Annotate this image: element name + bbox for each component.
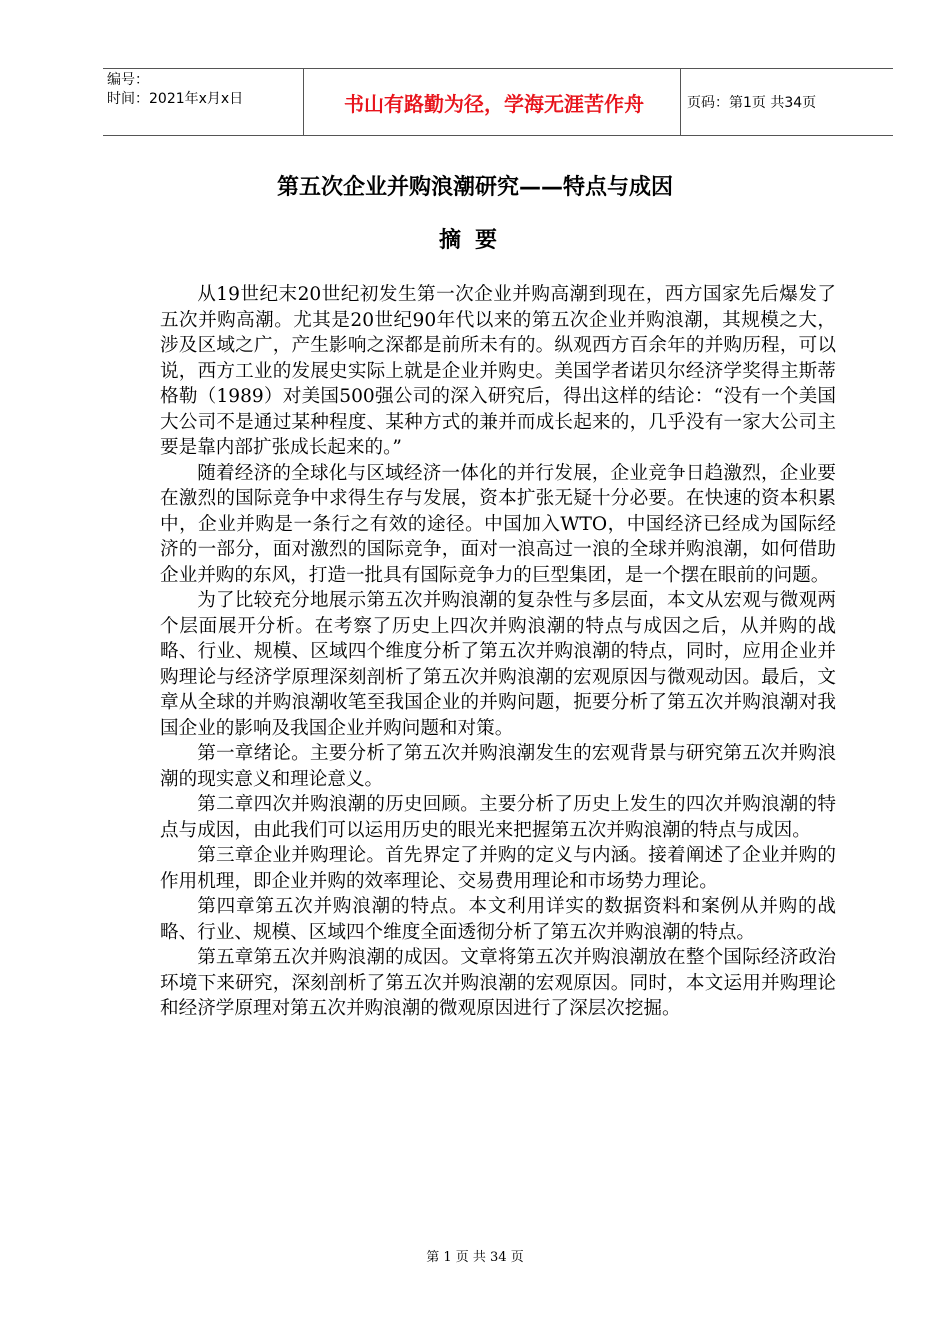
abstract-body — [160, 282, 836, 1022]
paragraph: 为了比较充分地展示第五次并购浪潮的复杂性与多层面，本文从宏观与微观两个层面展开分析。在考察了历史上四次并购浪潮的特点与成因之后，从并购的战略、行业、规模、区域四个维度分析了第五次并购浪潮的特点，同时，应用企业并购理论与经济学原理深刻剖析了第五次并购浪潮的宏观原因与微观动因。最后，文章从全球的并购浪潮收笔至我国企业的并购问题，扼要分析了第五次并购浪潮对我国企业的影响及我国企业并购问题和对策。 — [160, 590, 836, 739]
paragraph: 第四章第五次并购浪潮的特点。本文利用详实的数据资料和案例从并购的战略、行业、规模、区域四个维度全面透彻分析了第五次并购浪潮的特点。 — [160, 896, 836, 943]
paragraph: 随着经济的全球化与区域经济一体化的并行发展，企业竞争日趋激烈，企业要在激烈的国际竞争中求得生存与发展，资本扩张无疑十分必要。在快速的资本积累中，企业并购是一条行之有效的途径。中国加入WTO，中国经济已经成为国际经济的一部分，面对激烈的国际竞争，面对一浪高过一浪的全球并购浪潮，如何借助企业并购的东风，打造一批具有国际竞争力的巨型集团，是一个摆在眼前的问题。 — [160, 462, 836, 586]
header-divider — [303, 69, 304, 135]
paragraph: 从19世纪末20世纪初发生第一次企业并购高潮到现在，西方国家先后爆发了五次并购高潮。尤其是20世纪90年代以来的第五次企业并购浪潮，其规模之大，涉及区域之广，产生影响之深都是前所未有的。纵观西方百余年的并购历程，可以说，西方工业的发展史实际上就是企业并购史。美国学者诺贝尔经济学奖得主斯蒂格勒（1989）对美国500强公司的深入研究后，得出这样的结论：“没有一个美国大公司不是通过某种程度、某种方式的兼并而成长起来的，几乎没有一家大公司主要是靠内部扩张成长起来的。” — [160, 284, 836, 458]
header-page-info: 页码：第1页 共34页 — [687, 95, 817, 111]
time-label: 时间：2021年x月x日 — [107, 91, 244, 107]
paragraph: 第二章四次并购浪潮的历史回顾。主要分析了历史上发生的四次并购浪潮的特点与成因，由此我们可以运用历史的眼光来把握第五次并购浪潮的特点与成因。 — [160, 794, 836, 841]
paragraph: 第五章第五次并购浪潮的成因。文章将第五次并购浪潮放在整个国际经济政治环境下来研究，深刻剖析了第五次并购浪潮的宏观原因。同时，本文运用并购理论和经济学原理对第五次并购浪潮的微观原因进行了深层次挖掘。 — [160, 947, 836, 1019]
paragraph: 第三章企业并购理论。首先界定了并购的定义与内涵。接着阐述了企业并购的作用机理，即企业并购的效率理论、交易费用理论和市场势力理论。 — [160, 845, 836, 892]
header-motto: 书山有路勤为径，学海无涯苦作舟 — [344, 91, 644, 116]
number-label: 编号： — [107, 72, 149, 88]
page-footer: 第 1 页 共 34 页 — [426, 1250, 524, 1265]
abstract-heading: 摘要 — [438, 228, 511, 253]
document-title: 第五次企业并购浪潮研究——特点与成因 — [276, 175, 673, 200]
paragraph: 第一章绪论。主要分析了第五次并购浪潮发生的宏观背景与研究第五次并购浪潮的现实意义和理论意义。 — [160, 743, 836, 790]
header-divider — [680, 69, 681, 135]
page-header — [103, 68, 893, 136]
header-meta — [107, 71, 303, 109]
